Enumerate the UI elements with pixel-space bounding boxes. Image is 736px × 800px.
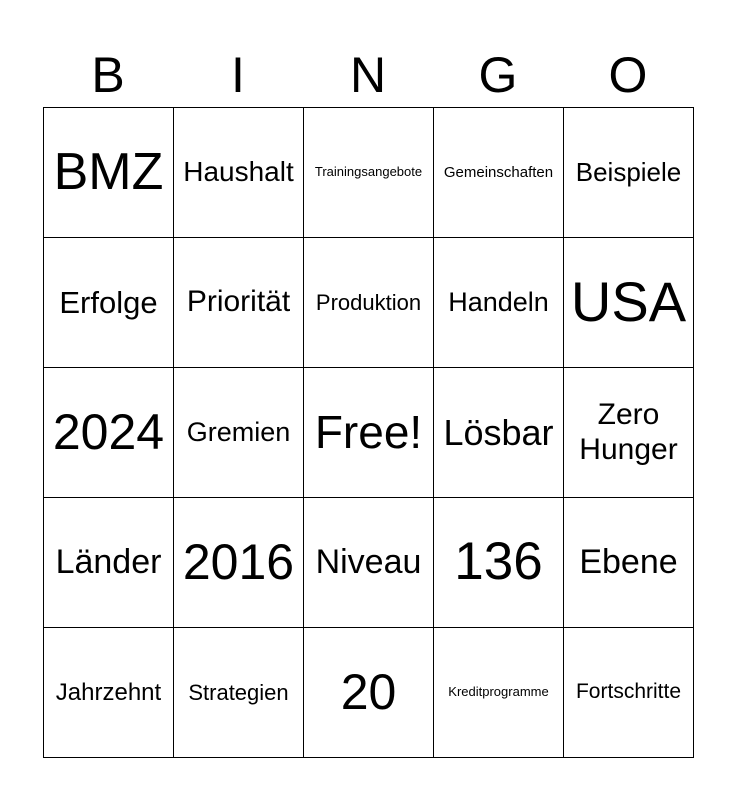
bingo-cell	[304, 238, 434, 368]
bingo-cell	[44, 498, 174, 628]
cell-text: Strategien	[188, 679, 289, 705]
cell-text: Länder	[55, 542, 162, 581]
bingo-cell	[564, 368, 694, 498]
bingo-cell	[174, 108, 304, 238]
bingo-cell	[434, 368, 564, 498]
bingo-cell	[304, 628, 434, 758]
bingo-cell	[434, 108, 564, 238]
header-letter-b: B	[91, 47, 125, 103]
bingo-cell	[174, 238, 304, 368]
header-letter-i: I	[231, 47, 245, 103]
bingo-cell	[304, 108, 434, 238]
header-letter-n: N	[349, 47, 387, 103]
bingo-cell	[44, 238, 174, 368]
bingo-cell	[44, 108, 174, 238]
cell-text: USA	[570, 270, 687, 334]
cell-text: Free!	[314, 406, 423, 459]
cell-text: Erfolge	[59, 284, 158, 320]
bingo-cell	[564, 498, 694, 628]
cell-text: Zero Hunger	[579, 398, 678, 466]
bingo-cell	[564, 108, 694, 238]
cell-text: Gemeinschaften	[443, 163, 554, 181]
header-letter-g: G	[478, 47, 518, 103]
bingo-cell	[434, 238, 564, 368]
cell-text: 136	[454, 532, 543, 592]
cell-text: 20	[340, 663, 397, 720]
bingo-cell	[44, 628, 174, 758]
cell-text: Handeln	[448, 286, 549, 317]
header-letter-o: O	[608, 47, 648, 103]
bingo-cell	[304, 498, 434, 628]
cell-text: BMZ	[53, 142, 164, 201]
bingo-cell	[44, 368, 174, 498]
cell-text: Jahrzehnt	[55, 678, 162, 706]
bingo-cell	[304, 368, 434, 498]
bingo-board	[43, 107, 694, 758]
cell-text: Trainingsangebote	[314, 164, 423, 180]
bingo-cell	[434, 498, 564, 628]
cell-text: Lösbar	[443, 411, 554, 453]
bingo-cell	[174, 498, 304, 628]
cell-text: Priorität	[186, 285, 291, 319]
cell-text: 2016	[182, 533, 295, 590]
cell-text: Kreditprogramme	[448, 684, 549, 700]
bingo-cell	[564, 628, 694, 758]
bingo-cell	[174, 628, 304, 758]
cell-text: Gremien	[186, 416, 291, 447]
bingo-header	[43, 44, 693, 106]
cell-text: 2024	[52, 403, 165, 460]
cell-text: Ebene	[579, 542, 678, 581]
cell-text: Fortschritte	[575, 680, 682, 704]
cell-text: Beispiele	[575, 156, 682, 187]
cell-text: Haushalt	[183, 156, 294, 188]
bingo-cell	[434, 628, 564, 758]
bingo-cell	[174, 368, 304, 498]
cell-text: Produktion	[315, 289, 422, 315]
cell-text: Niveau	[315, 542, 422, 581]
bingo-cell	[564, 238, 694, 368]
